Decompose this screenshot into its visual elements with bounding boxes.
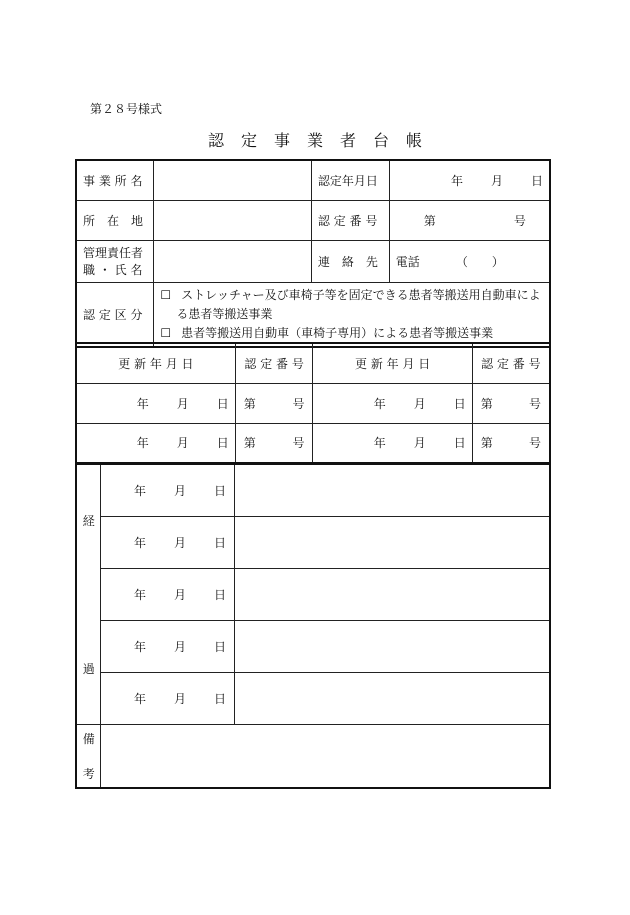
- renewal-date-header: 更 新 年 月 日: [76, 343, 235, 383]
- office-name-field[interactable]: [154, 160, 312, 200]
- history-entry-field[interactable]: [235, 620, 550, 672]
- location-label: 所 在 地: [76, 200, 154, 240]
- checkbox-icon[interactable]: ☐: [160, 325, 172, 340]
- location-field[interactable]: [154, 200, 312, 240]
- month-label: 月: [490, 173, 503, 188]
- history-date-field[interactable]: [101, 464, 235, 516]
- category-option-2[interactable]: [160, 324, 543, 343]
- history-table: [75, 463, 551, 789]
- tel-label: 電話: [395, 254, 420, 269]
- number-prefix: 第: [423, 213, 436, 228]
- month-label: 月: [413, 436, 426, 451]
- cert-date-label: 認定年月日: [311, 160, 389, 200]
- renewal-date-field[interactable]: [76, 423, 235, 463]
- title-char: 者: [339, 131, 356, 150]
- history-date-field[interactable]: [101, 516, 235, 568]
- renewal-date-field[interactable]: [313, 423, 472, 463]
- title-char: 台: [372, 131, 389, 150]
- year-label: 年: [136, 396, 149, 411]
- category-option-2-text: 患者等搬送用自動車（車椅子専用）による患者等搬送事業: [181, 325, 494, 340]
- month-label: 月: [173, 587, 186, 602]
- office-name-label: 事 業 所 名: [76, 160, 154, 200]
- day-label: 日: [214, 691, 227, 706]
- renewal-date-field[interactable]: [313, 383, 472, 423]
- paren-open: （: [455, 254, 468, 269]
- number-prefix: 第: [243, 436, 256, 451]
- checkbox-icon[interactable]: ☐: [160, 287, 172, 302]
- year-label: 年: [133, 691, 146, 706]
- renewal-number-field[interactable]: [472, 423, 550, 463]
- month-label: 月: [176, 396, 189, 411]
- paren-close: ）: [491, 254, 504, 269]
- year-label: 年: [373, 436, 386, 451]
- history-date-field[interactable]: [101, 672, 235, 724]
- history-label: [76, 464, 101, 724]
- remarks-label-bottom: 考: [82, 766, 95, 781]
- form-number: 第２８号様式: [90, 102, 163, 116]
- manager-label: [76, 240, 154, 282]
- category-label: 認 定 区 分: [76, 282, 154, 347]
- year-label: 年: [133, 483, 146, 498]
- contact-field[interactable]: [389, 240, 550, 282]
- title-char: 帳: [405, 131, 422, 150]
- number-suffix: 号: [528, 436, 541, 451]
- number-prefix: 第: [480, 436, 493, 451]
- renewal-number-field[interactable]: [472, 383, 550, 423]
- contact-label: 連 絡 先: [311, 240, 389, 282]
- category-option-1-text: ストレッチャー及び車椅子等を固定できる患者等搬送用自動車によ: [181, 287, 541, 302]
- number-prefix: 第: [243, 396, 256, 411]
- year-label: 年: [373, 396, 386, 411]
- day-label: 日: [214, 483, 227, 498]
- day-label: 日: [216, 436, 229, 451]
- cert-number-header: 認 定 番 号: [472, 343, 550, 383]
- year-label: 年: [450, 173, 463, 188]
- title-char: 認: [207, 131, 224, 150]
- month-label: 月: [173, 639, 186, 654]
- day-label: 日: [453, 436, 466, 451]
- cert-number-header: 認 定 番 号: [235, 343, 313, 383]
- page-title: [0, 128, 630, 151]
- year-label: 年: [133, 535, 146, 550]
- manager-field[interactable]: [154, 240, 312, 282]
- history-label-bottom: 過: [82, 661, 95, 676]
- month-label: 月: [173, 483, 186, 498]
- manager-label-line1: 管理責任者: [83, 246, 144, 260]
- day-label: 日: [214, 639, 227, 654]
- month-label: 月: [176, 436, 189, 451]
- remarks-field[interactable]: [101, 724, 550, 788]
- day-label: 日: [453, 396, 466, 411]
- number-suffix: 号: [292, 436, 305, 451]
- month-label: 月: [173, 535, 186, 550]
- year-label: 年: [133, 639, 146, 654]
- month-label: 月: [173, 691, 186, 706]
- year-label: 年: [136, 436, 149, 451]
- day-label: 日: [214, 535, 227, 550]
- renewal-table: [75, 342, 551, 464]
- renewal-number-field[interactable]: [235, 423, 313, 463]
- business-info-table: [75, 159, 551, 348]
- remarks-label: [76, 724, 101, 788]
- history-label-top: 経: [82, 513, 95, 528]
- category-options: [154, 282, 550, 347]
- history-entry-field[interactable]: [235, 672, 550, 724]
- title-char: 定: [240, 131, 257, 150]
- remarks-label-top: 備: [82, 731, 95, 746]
- title-char: 業: [306, 131, 323, 150]
- history-date-field[interactable]: [101, 620, 235, 672]
- month-label: 月: [413, 396, 426, 411]
- year-label: 年: [133, 587, 146, 602]
- manager-label-line2: 職 ・ 氏 名: [83, 263, 143, 277]
- title-char: 事: [273, 131, 290, 150]
- history-entry-field[interactable]: [235, 516, 550, 568]
- category-option-1-cont: る患者等搬送事業: [176, 306, 273, 321]
- day-label: 日: [214, 587, 227, 602]
- day-label: 日: [216, 396, 229, 411]
- renewal-date-field[interactable]: [76, 383, 235, 423]
- cert-number-label: 認 定 番 号: [311, 200, 389, 240]
- number-suffix: 号: [292, 396, 305, 411]
- renewal-number-field[interactable]: [235, 383, 313, 423]
- number-prefix: 第: [480, 396, 493, 411]
- category-option-1[interactable]: [160, 286, 543, 305]
- history-entry-field[interactable]: [235, 464, 550, 516]
- renewal-date-header: 更 新 年 月 日: [313, 343, 472, 383]
- cert-number-field[interactable]: [389, 200, 550, 240]
- cert-date-field[interactable]: [389, 160, 550, 200]
- history-entry-field[interactable]: [235, 568, 550, 620]
- number-suffix: 号: [513, 213, 526, 228]
- number-suffix: 号: [528, 396, 541, 411]
- history-date-field[interactable]: [101, 568, 235, 620]
- day-label: 日: [530, 173, 543, 188]
